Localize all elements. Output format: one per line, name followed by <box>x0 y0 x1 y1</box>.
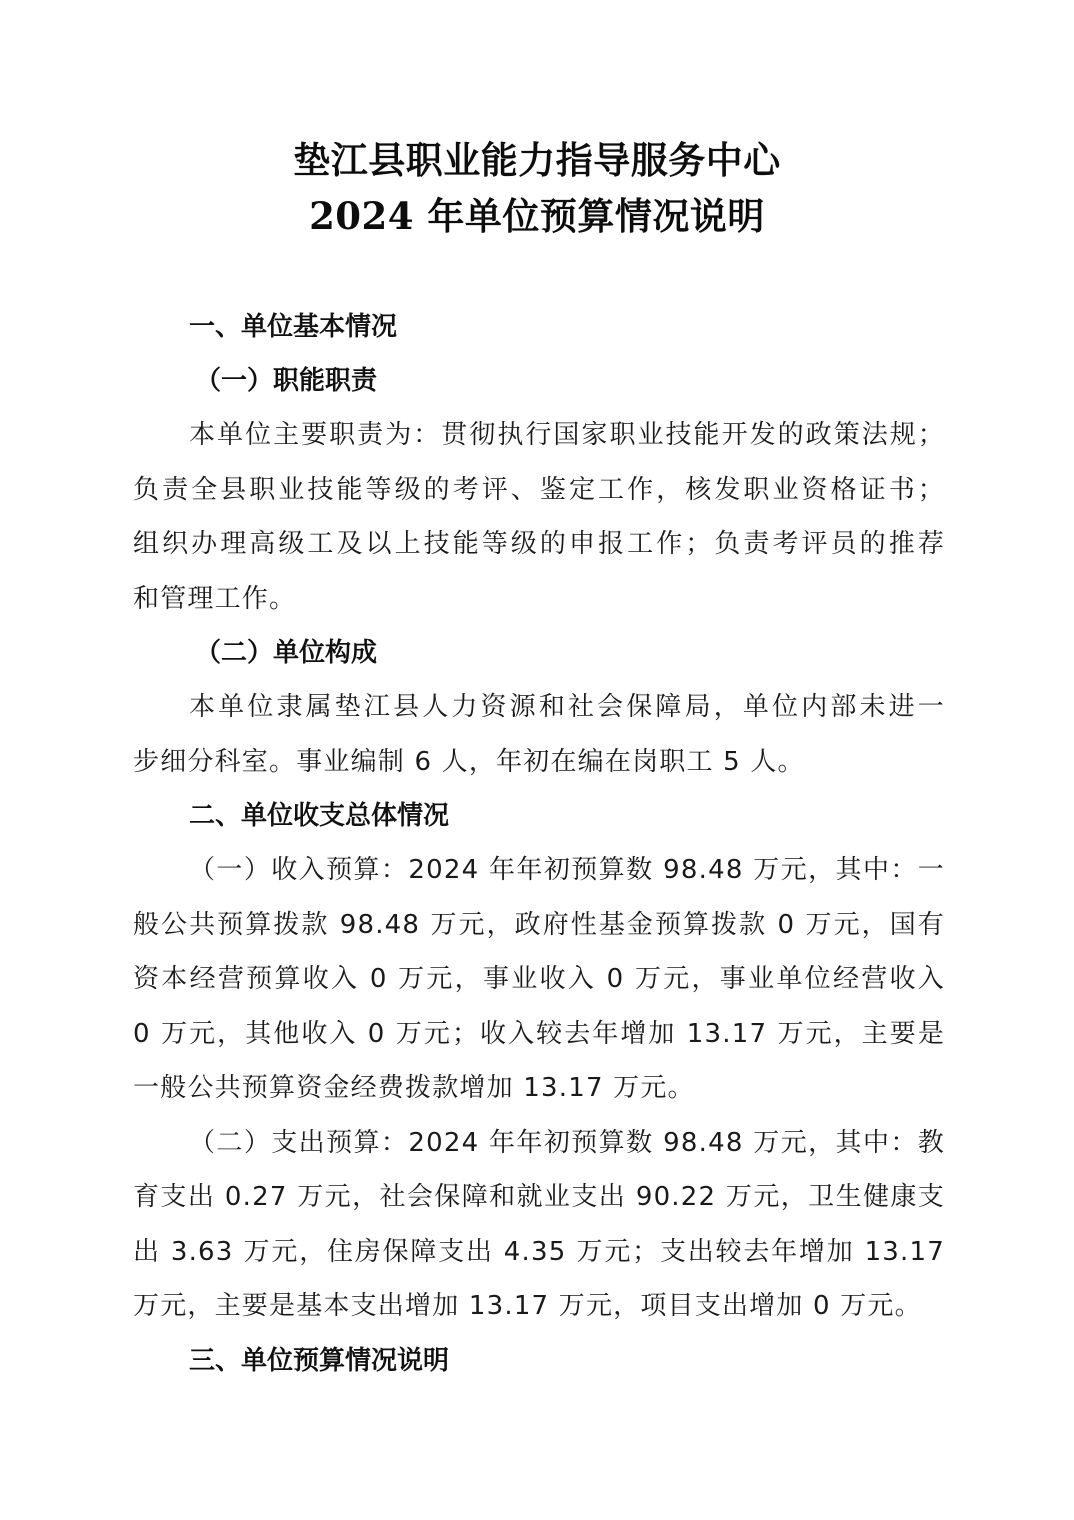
paragraph-line: 育支出 0.27 万元，社会保障和就业支出 90.22 万元，卫生健康支 <box>133 1182 945 1212</box>
paragraph-line: 本单位主要职责为：贯彻执行国家职业技能开发的政策法规； <box>189 420 945 450</box>
paragraph-line: 步细分科室。事业编制 6 人，年初在编在岗职工 5 人。 <box>133 746 805 777</box>
paragraph-line: 和管理工作。 <box>133 583 297 614</box>
section-heading-basic-info: 一、单位基本情况 <box>189 312 398 342</box>
subheading-duties: （一）职能职责 <box>195 366 378 396</box>
paragraph-line: 般公共预算拨款 98.48 万元，政府性基金预算拨款 0 万元，国有 <box>133 909 945 940</box>
paragraph-line: 一般公共预算资金经费拨款增加 13.17 万元。 <box>133 1073 695 1103</box>
paragraph-composition <box>133 680 945 789</box>
paragraph-line: 0 万元，其他收入 0 万元；收入较去年增加 13.17 万元，主要是 <box>133 1018 945 1049</box>
document-body <box>133 300 945 1388</box>
paragraph-income-budget <box>133 843 945 1116</box>
title-line-2: 2024 年单位预算情况说明 <box>309 194 765 238</box>
section-heading-overall-budget: 二、单位收支总体情况 <box>189 801 450 831</box>
paragraph-line: 负责全县职业技能等级的考评、鉴定工作，核发职业资格证书； <box>133 474 945 505</box>
paragraph-expense-budget <box>133 1116 945 1334</box>
paragraph-line: （一）收入预算：2024 年年初预算数 98.48 万元，其中：一 <box>189 855 945 885</box>
title-line-1: 垫江县职业能力指导服务中心 <box>293 138 781 182</box>
paragraph-duties <box>133 408 945 626</box>
subheading-composition: （二）单位构成 <box>195 638 378 668</box>
paragraph-line: （二）支出预算：2024 年年初预算数 98.48 万元，其中：教 <box>189 1127 945 1158</box>
paragraph-line: 本单位隶属垫江县人力资源和社会保障局，单位内部未进一 <box>189 692 945 722</box>
document-title <box>0 132 1074 244</box>
paragraph-line: 资本经营预算收入 0 万元，事业收入 0 万元，事业单位经营收入 <box>133 964 945 994</box>
section-heading-budget-explanation: 三、单位预算情况说明 <box>189 1345 450 1376</box>
paragraph-line: 组织办理高级工及以上技能等级的申报工作；负责考评员的推荐 <box>133 529 945 559</box>
paragraph-line: 万元，主要是基本支出增加 13.17 万元，项目支出增加 0 万元。 <box>133 1291 922 1321</box>
paragraph-line: 出 3.63 万元，住房保障支出 4.35 万元；支出较去年增加 13.17 <box>133 1236 945 1267</box>
